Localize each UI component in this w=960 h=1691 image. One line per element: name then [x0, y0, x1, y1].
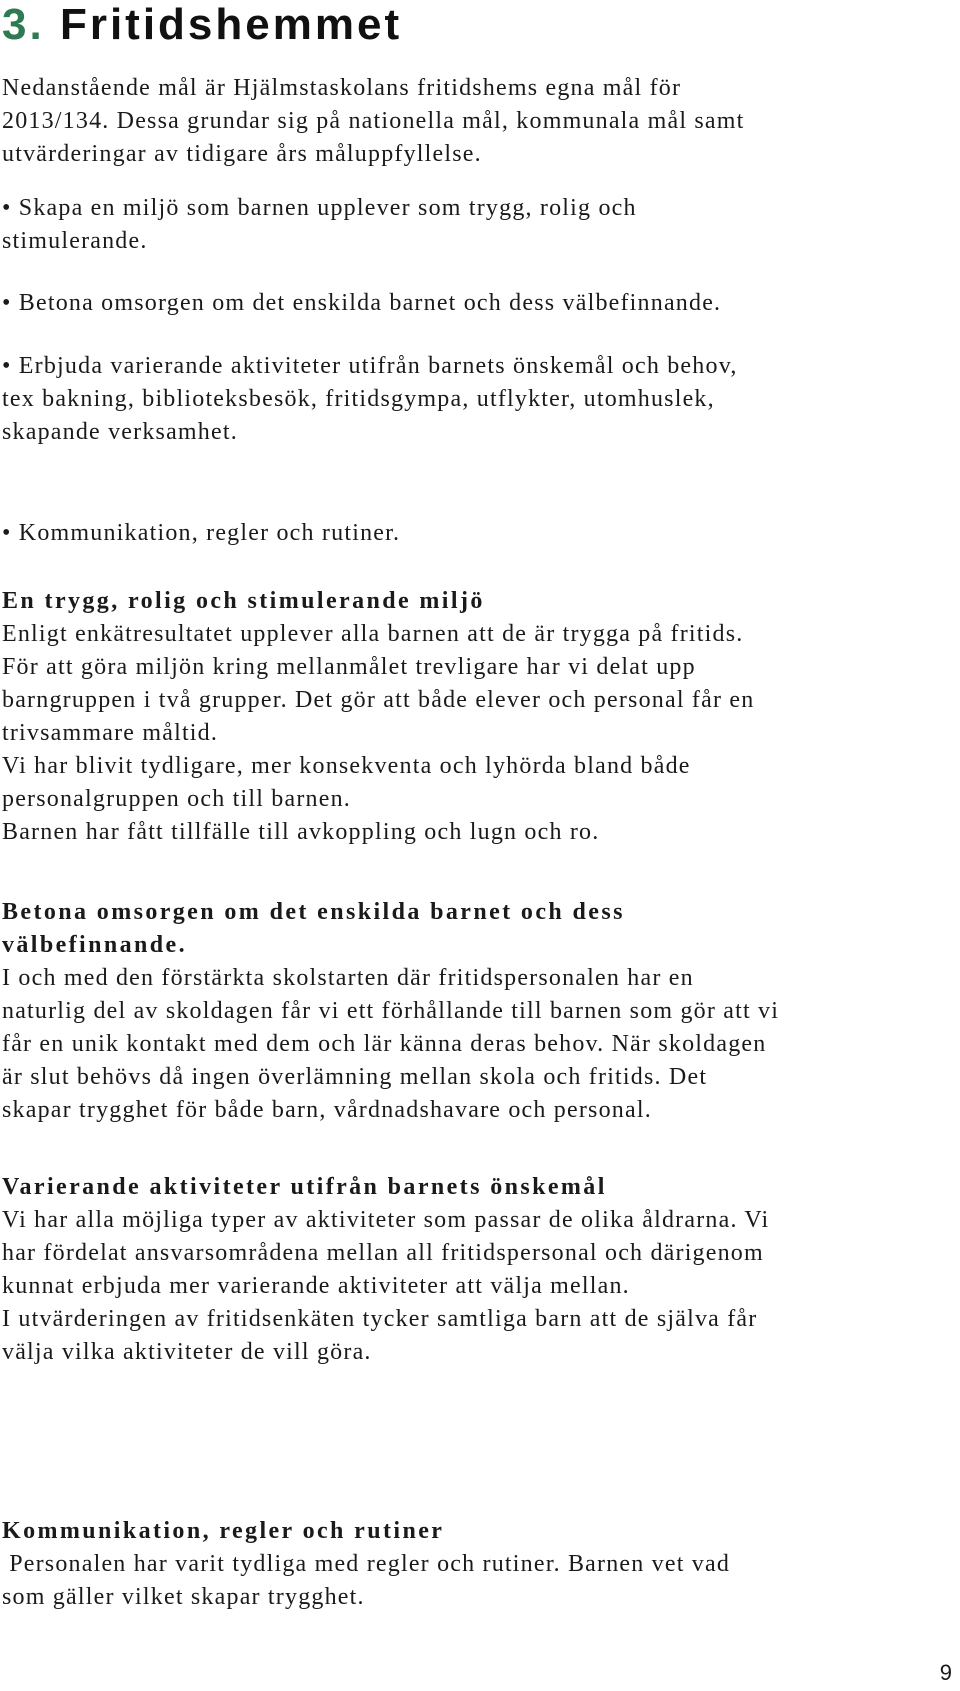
body-line: Vi har blivit tydligare, mer konsekventa och lyhörda bland både [2, 753, 691, 779]
intro-line: 2013/134. Dessa grundar sig på nationella mål, kommunala mål samt [2, 108, 745, 134]
body-line: Personalen har varit tydliga med regler och rutiner. Barnen vet vad [2, 1551, 731, 1577]
body-line: Vi har alla möjliga typer av aktiviteter som passar de olika åldrarna. Vi [2, 1207, 770, 1233]
subsection-activities [2, 1171, 952, 1369]
body-line: barngruppen i två grupper. Det gör att både elever och personal får en [2, 687, 755, 713]
section-title: Fritidshemmet [59, 0, 403, 49]
body-line: har fördelat ansvarsområdena mellan all fritidspersonal och därigenom [2, 1240, 764, 1266]
intro-line: utvärderingar av tidigare års måluppfyllelse. [2, 141, 482, 167]
goal-item [2, 350, 952, 449]
subsection-communication [2, 1515, 952, 1614]
body-line: Barnen har fått tillfälle till avkoppling och lugn och ro. [2, 819, 600, 845]
goal-line: • Betona omsorgen om det enskilda barnet och dess välbefinnande. [2, 290, 722, 316]
goal-line: skapande verksamhet. [2, 419, 238, 445]
body-line: naturlig del av skoldagen får vi ett förhållande till barnen som gör att vi [2, 998, 780, 1024]
subsection-title: Kommunikation, regler och rutiner [2, 1518, 445, 1544]
body-line: får en unik kontakt med dem och lär känna deras behov. När skoldagen [2, 1031, 767, 1057]
section-number: 3. [2, 0, 45, 49]
body-line: För att göra miljön kring mellanmålet trevligare har vi delat upp [2, 654, 696, 680]
goal-item [2, 192, 952, 258]
subsection-care [2, 896, 952, 1127]
subsection-title: En trygg, rolig och stimulerande miljö [2, 588, 485, 614]
goal-line: stimulerande. [2, 228, 148, 254]
intro-paragraph [2, 72, 952, 171]
subsection-safe-environment [2, 585, 952, 849]
subsection-title: Betona omsorgen om det enskilda barnet och dess [2, 899, 625, 925]
body-line: personalgruppen och till barnen. [2, 786, 351, 812]
subsection-title: Varierande aktiviteter utifrån barnets önskemål [2, 1174, 607, 1200]
body-line: som gäller vilket skapar trygghet. [2, 1584, 365, 1610]
page-number: 9 [939, 1660, 952, 1685]
goal-line: • Erbjuda varierande aktiviteter utifrån barnets önskemål och behov, [2, 353, 738, 379]
body-line: skapar trygghet för både barn, vårdnadshavare och personal. [2, 1097, 652, 1123]
goal-item [2, 517, 952, 550]
goal-line: • Kommunikation, regler och rutiner. [2, 520, 401, 546]
section-heading [2, 0, 402, 50]
intro-line: Nedanstående mål är Hjälmstaskolans fritidshems egna mål för [2, 75, 682, 101]
body-line: trivsammare måltid. [2, 720, 219, 746]
body-line: kunnat erbjuda mer varierande aktiviteter att välja mellan. [2, 1273, 630, 1299]
goal-line: tex bakning, biblioteksbesök, fritidsgympa, utflykter, utomhuslek, [2, 386, 715, 412]
body-line: är slut behövs då ingen överlämning mellan skola och fritids. Det [2, 1064, 708, 1090]
body-line: I och med den förstärkta skolstarten där fritidspersonalen har en [2, 965, 694, 991]
subsection-title: välbefinnande. [2, 932, 187, 958]
goal-line: • Skapa en miljö som barnen upplever som trygg, rolig och [2, 195, 637, 221]
goal-item [2, 287, 952, 320]
body-line: Enligt enkätresultatet upplever alla barnen att de är trygga på fritids. [2, 621, 744, 647]
body-line: välja vilka aktiviteter de vill göra. [2, 1339, 372, 1365]
body-line: I utvärderingen av fritidsenkäten tycker samtliga barn att de själva får [2, 1306, 758, 1332]
